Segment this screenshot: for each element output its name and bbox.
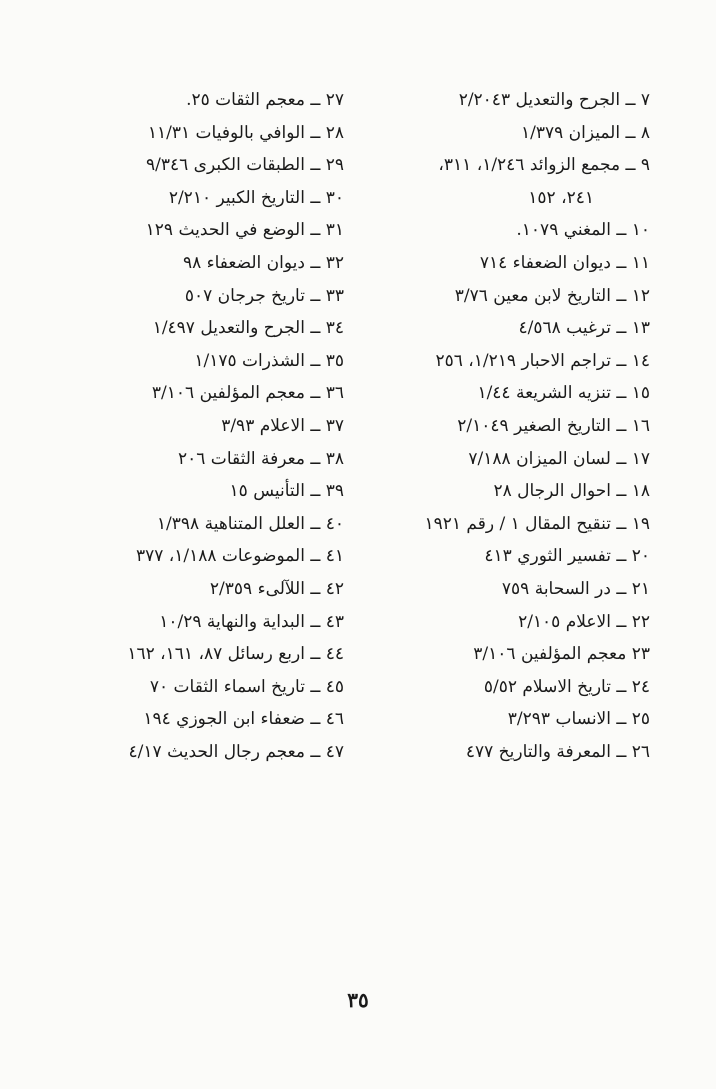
- page-number: ٣٥: [347, 988, 369, 1012]
- reference-entry: ٣٠ ــ التاريخ الكبير ٢/٢١٠: [168, 187, 344, 208]
- reference-entry: ٢٧ ــ معجم الثقات ٢٥.: [186, 90, 344, 110]
- reference-entry: ٣٥ ــ الشذرات ١/١٧٥: [194, 350, 344, 371]
- reference-entry: ٤٧ ــ معجم رجال الحديث ٤/١٧: [128, 741, 344, 762]
- references-column-right: [350, 84, 650, 768]
- reference-entry: ٤٣ ــ البداية والنهاية ١٠/٢٩: [159, 611, 344, 632]
- reference-entry: ٢٦ ــ المعرفة والتاريخ ٤٧٧: [465, 741, 650, 762]
- reference-entry: ١٠ ــ المغني ١٠٧٩.: [516, 220, 650, 241]
- reference-entry: ٣٩ ــ التأنيس ١٥: [229, 481, 344, 502]
- reference-entry: ٢٥ ــ الانساب ٣/٢٩٣: [507, 709, 650, 730]
- reference-entry: ١٢ ــ التاريخ لابن معين ٣/٧٦: [454, 285, 650, 306]
- reference-entry: ١٤ ــ تراجم الاحبار ١/٢١٩، ٢٥٦: [435, 350, 650, 371]
- references-column-left: [54, 84, 344, 768]
- reference-entry: ٩ ــ مجمع الزوائد ١/٢٤٦، ٣١١،: [438, 155, 650, 176]
- reference-entry: ٢٤ ــ تاريخ الاسلام ٥/٥٢: [483, 676, 650, 697]
- reference-entry: ٢٨ ــ الوافي بالوفيات ١١/٣١: [147, 122, 344, 143]
- reference-entry: ٣٦ ــ معجم المؤلفين ٣/١٠٦: [151, 383, 344, 404]
- reference-entry: ٣٨ ــ معرفة الثقات ٢٠٦: [178, 448, 344, 469]
- reference-entry: ١٩ ــ تنقيح المقال ١ / رقم ١٩٢١: [424, 513, 650, 534]
- reference-entry: ٤٥ ــ تاريخ اسماء الثقات ٧٠: [149, 676, 344, 697]
- reference-entry: ٣١ ــ الوضع في الحديث ١٢٩: [145, 220, 344, 241]
- reference-entry: ٤٢ ــ اللآلىء ٢/٣٥٩: [209, 578, 344, 599]
- reference-entry: ٨ ــ الميزان ١/٣٧٩: [520, 122, 650, 143]
- reference-entry: ٢٠ ــ تفسير الثوري ٤١٣: [484, 546, 650, 567]
- reference-entry-continuation: ٢٤١، ١٥٢: [528, 187, 594, 208]
- reference-entry: ٣٧ ــ الاعلام ٣/٩٣: [221, 415, 344, 436]
- reference-entry: ٣٣ ــ تاريخ جرجان ٥٠٧: [184, 285, 344, 306]
- reference-entry: ٤٦ ــ ضعفاء ابن الجوزي ١٩٤: [143, 709, 344, 730]
- reference-entry: ١٨ ــ احوال الرجال ٢٨: [493, 481, 650, 502]
- reference-entry: ٧ ــ الجرح والتعديل ٢/٢٠٤٣: [458, 90, 650, 110]
- reference-entry: ٤٠ ــ العلل المتناهية ١/٣٩٨: [156, 513, 344, 534]
- reference-entry: ٣٢ ــ ديوان الضعفاء ٩٨: [182, 252, 344, 273]
- reference-entry: ١٦ ــ التاريخ الصغير ٢/١٠٤٩: [457, 415, 650, 436]
- reference-entry: ٢٢ ــ الاعلام ٢/١٠٥: [518, 611, 650, 632]
- reference-entry: ٢١ ــ در السحابة ٧٥٩: [501, 578, 650, 599]
- reference-entry: ٢٩ ــ الطبقات الكبرى ٩/٣٤٦: [146, 155, 344, 176]
- reference-entry: ١٥ ــ تنزيه الشريعة ١/٤٤: [477, 383, 650, 404]
- reference-entry: ١١ ــ ديوان الضعفاء ٧١٤: [479, 252, 650, 273]
- reference-entry: ١٣ ــ ترغيب ٤/٥٦٨: [518, 318, 650, 339]
- reference-entry: ١٧ ــ لسان الميزان ٧/١٨٨: [468, 448, 650, 469]
- reference-entry: ٢٣ معجم المؤلفين ٣/١٠٦: [473, 644, 650, 665]
- reference-entry: ٤٤ ــ اربع رسائل ٨٧، ١٦١، ١٦٢: [127, 644, 344, 665]
- reference-entry: ٤١ ــ الموضوعات ١/١٨٨، ٣٧٧: [135, 546, 344, 567]
- reference-entry: ٣٤ ــ الجرح والتعديل ١/٤٩٧: [152, 318, 344, 339]
